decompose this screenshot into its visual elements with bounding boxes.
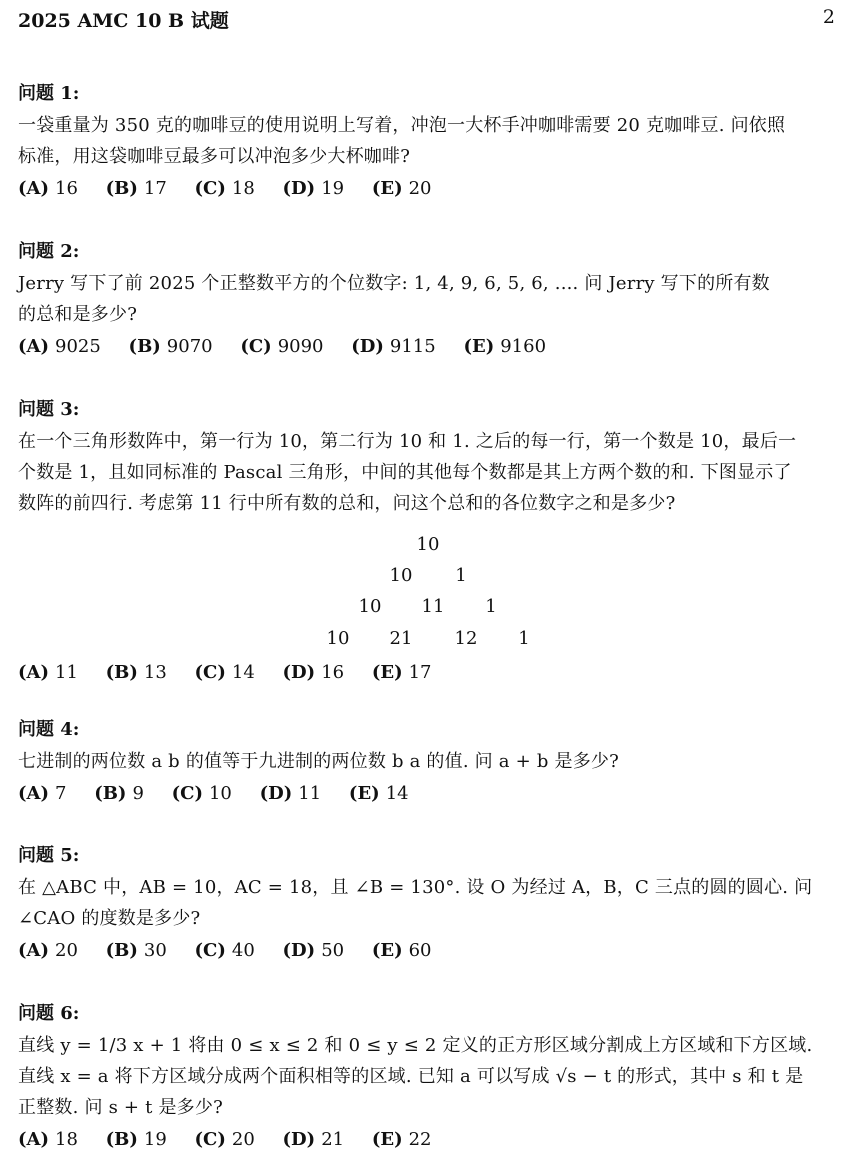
problem-text-line: 个数是 1，且如同标准的 Pascal 三角形，中间的其他每个数都是其上方两个数的和. 下图显示了 bbox=[18, 462, 792, 483]
choice-a: (A) 11 bbox=[18, 662, 78, 683]
problem-text-line: 直线 x = a 将下方区域分成两个面积相等的区域. 已知 a 可以写成 √s − t 的形式，其中 s 和 t 是 bbox=[18, 1066, 804, 1087]
answer-choices bbox=[18, 658, 839, 688]
triangle-entry: 10 bbox=[389, 565, 413, 586]
page-header bbox=[18, 6, 835, 34]
answer-choices bbox=[18, 779, 839, 809]
problem-text-line: 正整数. 问 s + t 是多少? bbox=[18, 1097, 223, 1118]
choice-d: (D) 21 bbox=[282, 1129, 345, 1150]
choice-c: (C) 20 bbox=[194, 1129, 255, 1150]
triangle-entry: 1 bbox=[455, 565, 467, 586]
problem-text-line: 直线 y = 1/3 x + 1 将由 0 ≤ x ≤ 2 和 0 ≤ y ≤ 2 定义的正方形区域分割成上方区域和下方区域. bbox=[18, 1035, 813, 1056]
choice-a: (A) 18 bbox=[18, 1129, 78, 1150]
choice-b: (B) 19 bbox=[105, 1129, 167, 1150]
choice-e: (E) 17 bbox=[371, 662, 432, 683]
choice-d: (D) 50 bbox=[282, 940, 345, 961]
answer-choices bbox=[18, 936, 839, 966]
triangle-entry: 21 bbox=[389, 628, 413, 649]
problem-1 bbox=[18, 82, 839, 204]
triangle-entry: 1 bbox=[485, 596, 497, 617]
choice-d: (D) 16 bbox=[282, 662, 345, 683]
choice-c: (C) 40 bbox=[194, 940, 255, 961]
problem-text-line: 一袋重量为 350 克的咖啡豆的使用说明上写着，冲泡一大杯手冲咖啡需要 20 克咖啡豆. 问依照 bbox=[18, 115, 786, 136]
problem-5 bbox=[18, 844, 839, 966]
document-title: 2025 AMC 10 B 试题 bbox=[18, 10, 229, 32]
page-number: 2 bbox=[822, 6, 835, 28]
problem-text-line: 在一个三角形数阵中，第一行为 10，第二行为 10 和 1. 之后的每一行，第一个数是 10，最后一 bbox=[18, 431, 797, 452]
choice-d: (D) 9115 bbox=[351, 336, 436, 357]
choice-e: (E) 20 bbox=[371, 178, 432, 199]
problem-title: 问题 5: bbox=[18, 845, 80, 866]
problem-text-line: Jerry 写下了前 2025 个正整数平方的个位数字: 1, 4, 9, 6, 5, 6, .... 问 Jerry 写下的所有数 bbox=[18, 273, 770, 294]
choice-b: (B) 30 bbox=[105, 940, 167, 961]
problem-title: 问题 4: bbox=[18, 719, 80, 740]
triangle-entry: 1 bbox=[518, 628, 530, 649]
problem-title: 问题 2: bbox=[18, 241, 80, 262]
problem-title: 问题 1: bbox=[18, 83, 80, 104]
choice-b: (B) 17 bbox=[105, 178, 167, 199]
problem-text-line: 的总和是多少? bbox=[18, 304, 138, 325]
problem-text-line: 数阵的前四行. 考虑第 11 行中所有数的总和，问这个总和的各位数字之和是多少? bbox=[18, 493, 676, 514]
problem-3-choices bbox=[18, 656, 839, 688]
problem-text-line: 七进制的两位数 a b 的值等于九进制的两位数 b a 的值. 问 a + b 是多少? bbox=[18, 751, 619, 772]
choice-c: (C) 14 bbox=[194, 662, 255, 683]
choice-b: (B) 9070 bbox=[128, 336, 213, 357]
problem-6 bbox=[18, 1002, 839, 1155]
choice-b: (B) 13 bbox=[105, 662, 167, 683]
number-triangle bbox=[0, 530, 853, 662]
problem-4 bbox=[18, 718, 839, 809]
choice-a: (A) 7 bbox=[18, 783, 67, 804]
choice-d: (D) 11 bbox=[259, 783, 322, 804]
choice-e: (E) 9160 bbox=[463, 336, 547, 357]
triangle-entry: 12 bbox=[454, 628, 478, 649]
choice-a: (A) 20 bbox=[18, 940, 78, 961]
answer-choices bbox=[18, 1125, 839, 1155]
problem-title: 问题 6: bbox=[18, 1003, 80, 1024]
answer-choices bbox=[18, 332, 839, 362]
triangle-entry: 10 bbox=[358, 596, 382, 617]
choice-c: (C) 18 bbox=[194, 178, 255, 199]
choice-b: (B) 9 bbox=[94, 783, 144, 804]
choice-a: (A) 16 bbox=[18, 178, 78, 199]
triangle-entry: 11 bbox=[421, 596, 445, 617]
choice-d: (D) 19 bbox=[282, 178, 345, 199]
choice-a: (A) 9025 bbox=[18, 336, 101, 357]
problem-title: 问题 3: bbox=[18, 399, 80, 420]
problem-2 bbox=[18, 240, 839, 362]
problem-text-line: 标准，用这袋咖啡豆最多可以冲泡多少大杯咖啡? bbox=[18, 146, 411, 167]
choice-e: (E) 22 bbox=[371, 1129, 432, 1150]
answer-choices bbox=[18, 174, 839, 204]
triangle-entry: 10 bbox=[416, 534, 440, 555]
problem-text-line: ∠CAO 的度数是多少? bbox=[18, 908, 201, 929]
triangle-entry: 10 bbox=[326, 628, 350, 649]
problem-text-line: 在 △ABC 中，AB = 10，AC = 18，且 ∠B = 130°. 设 O 为经过 A，B，C 三点的圆的圆心. 问 bbox=[18, 877, 813, 898]
choice-c: (C) 10 bbox=[171, 783, 232, 804]
choice-e: (E) 14 bbox=[348, 783, 409, 804]
choice-c: (C) 9090 bbox=[240, 336, 324, 357]
problem-3 bbox=[18, 398, 839, 519]
choice-e: (E) 60 bbox=[371, 940, 432, 961]
